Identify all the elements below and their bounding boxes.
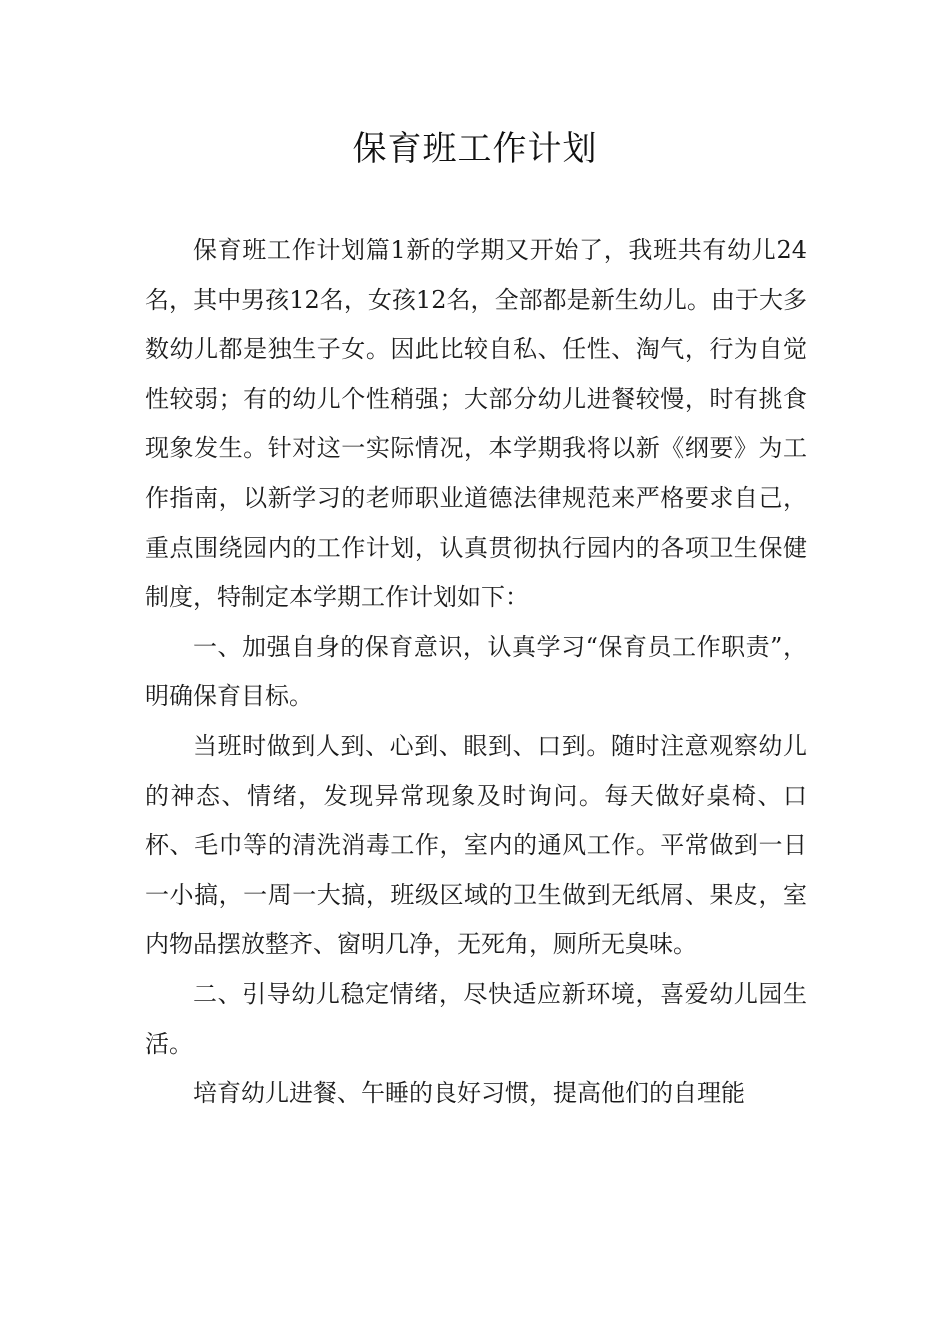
paragraph-section-1-body: 当班时做到人到、心到、眼到、口到。随时注意观察幼儿的神态、情绪，发现异常现象及时询问。每天做好桌椅、口杯、毛巾等的清洗消毒工作，室内的通风工作。平常做到一日一小搞，一周一大搞，班级区域的卫生做到无纸屑、果皮，室内物品摆放整齐、窗明几净，无死角，厕所无臭味。	[145, 731, 807, 959]
document-title: 保育班工作计划	[352, 129, 598, 169]
paragraph-section-2-heading: 二、引导幼儿稳定情绪，尽快适应新环境，喜爱幼儿园生活。	[145, 979, 807, 1058]
paragraph-section-2-body: 培育幼儿进餐、午睡的良好习惯，提高他们的自理能	[193, 1079, 745, 1108]
document-body	[145, 226, 807, 1119]
paragraph-section-1-heading: 一、加强自身的保育意识，认真学习“保育员工作职责”，明确保育目标。	[145, 632, 807, 711]
paragraph-intro: 保育班工作计划篇1新的学期又开始了，我班共有幼儿24名，其中男孩12名，女孩12名，全部都是新生幼儿。由于大多数幼儿都是独生子女。因此比较自私、任性、淘气，行为自觉性较弱；有的幼儿个性稍强；大部分幼儿进餐较慢，时有挑食现象发生。针对这一实际情况，本学期我将以新《纲要》为工作指南，以新学习的老师职业道德法律规范来严格要求自己，重点围绕园内的工作计划，认真贯彻执行园内的各项卫生保健制度，特制定本学期工作计划如下：	[145, 236, 807, 612]
